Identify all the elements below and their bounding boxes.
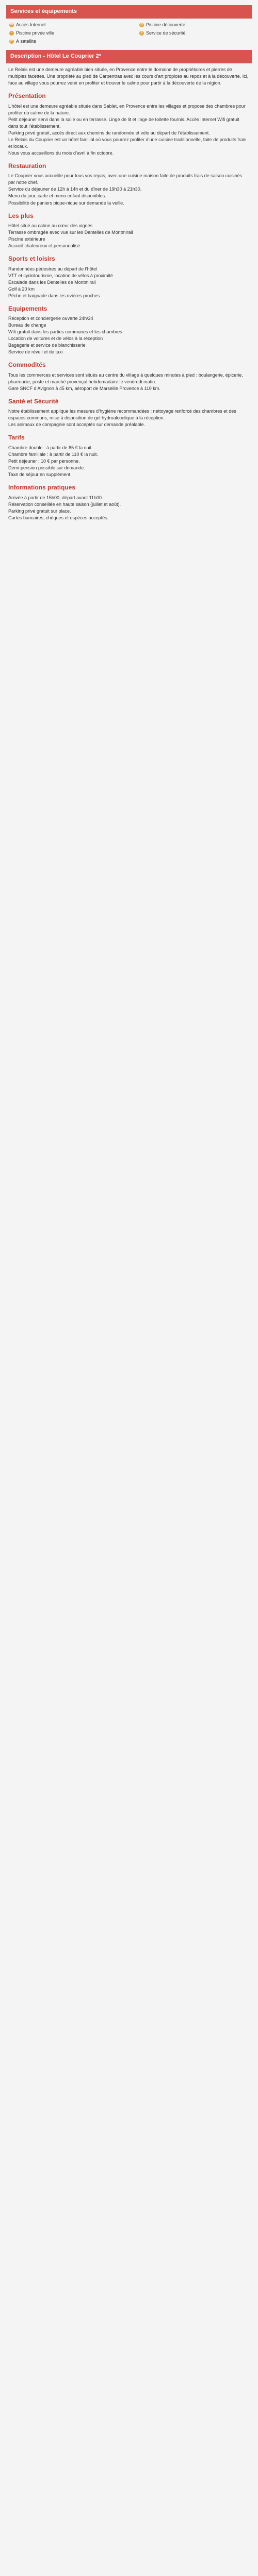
section-heading: Sports et loisirs [8,255,55,263]
section-heading: Santé et Sécurité [8,397,59,405]
section [8,397,250,429]
amenity-label: À satellite [16,39,37,44]
section-heading: Equipements [8,304,47,312]
section [8,66,250,87]
section-text: Notre établissement applique les mesures d’hygiène recommandées : nettoyage renforcé des chambres et des espaces communs, mise à disposition de gel hydroalcoolique à la réception. Les animaux de compagnie sont acceptés sur demande préalable. [8,409,236,428]
section-text: Réception et conciergerie ouverte 24h/24 Bureau de change Wifi gratuit dans les parties communes et les chambres Location de voitures et de vélos à la réception Bagagerie et service de blanchisserie Service de réveil et de taxi [8,316,122,355]
pets-icon: p [139,23,144,27]
section [8,483,250,521]
amenity-label: Service de sécurité [146,30,186,36]
description-body [6,66,252,521]
wifi-icon: w [10,23,13,27]
section-text: L’hôtel est une demeure agréable située dans Sablet, en Provence entre les villages et propose des chambres pour profiter du calme de la nature. Petit déjeuner servi dans la salle ou en terrasse. Linge de lit et linge de toilette fournis. Accès Internet Wifi gratuit dans tout l’établissement. Parking privé gratuit, accès direct aux chemins de randonnée et vélo au départ de l’établissement. Le Relais du Couprier est un hôtel familial où vous pourrez profiter d’une cuisine traditionnelle, faite de produits frais et locaux. Nous vous accueillons du mois d’avril à fin octobre. [8,103,247,156]
services-bar: Services et équipements [6,5,252,19]
section [8,304,250,356]
section-text: Le Couprier vous accueille pour tous vos repas, avec une cuisine maison faite de produits frais de saison cuisinés par notre chef. Service du déjeuner de 12h à 14h et du dîner de 19h30 à 21h30. Menu du jour, carte et menu enfant disponibles. Possibilité de paniers pique-nique sur demande la veille. [8,173,243,206]
amenity-label: Accès Internet [16,22,46,27]
amenity-item [9,38,119,45]
section-heading: Commodités [8,361,46,369]
amenity-item [139,22,249,28]
parking-icon: P [9,39,14,44]
section-text: Chambre double : à partir de 85 € la nuit. Chambre familiale : à partir de 110 € la nuit. Petit déjeuner : 10 € par personne. Demi-pension possible sur demande. Taxe de séjour en supplément. [8,445,98,478]
safe-icon: s [139,31,144,36]
section-text: Hôtel situé au calme au cœur des vignes Terrasse ombragée avec vue sur les Dentelles de Montmirail Piscine extérieure Accueil chaleureux et personnalisé [8,223,133,249]
section-text: Arrivée à partir de 15h00, départ avant 11h00. Réservation conseillée en haute saison (juillet et août). Parking privé gratuit sur place. Cartes bancaires, chèques et espèces acceptés. [8,495,121,520]
section [8,212,250,250]
services-list [6,22,252,48]
pool-icon: ~ [9,31,14,36]
amenity-label: Piscine privée ville [16,30,55,36]
section [8,162,250,207]
section-heading: Restauration [8,162,46,170]
amenity-label: Piscine découverte [146,22,186,27]
section-text: Le Relais est une demeure agréable bien située, en Provence entre le domaine de propriétaires et pierres de multiples facettes. Une propriété au pied de Carpentras avec les cours d’art propices au repos et à la découverte. Ici, face au village vous pourrez venir en profiter et trouver le calme pour partir à la découverte de la région. [8,67,249,86]
amenity-item [139,30,249,37]
section [8,361,250,392]
description-bar: Description - Hôtel Le Couprier 2* [6,50,252,63]
section-text: Randonnées pédestres au départ de l’hôtel VTT et cyclotourisme, location de vélos à proximité Escalade dans les Dentelles de Montmirail Golf à 20 km Pêche et baignade dans les rivières proches [8,266,113,298]
amenity-item [9,30,119,37]
section [8,92,250,157]
section-heading: Informations pratiques [8,484,76,492]
section-text: Tous les commerces et services sont situés au centre du village à quelques minutes à pied : boulangerie, épicerie, pharmacie, poste et marché provençal hebdomadaire le vendredi matin. Gare SNCF d’Avignon à 45 km, aéroport de Marseille Provence à 110 km. [8,372,243,391]
amenity-item [9,22,119,28]
section-heading: Les plus [8,212,34,219]
section-heading: Présentation [8,92,46,100]
section-heading: Tarifs [8,434,25,442]
page [6,0,252,521]
section [8,255,250,299]
section [8,433,250,478]
